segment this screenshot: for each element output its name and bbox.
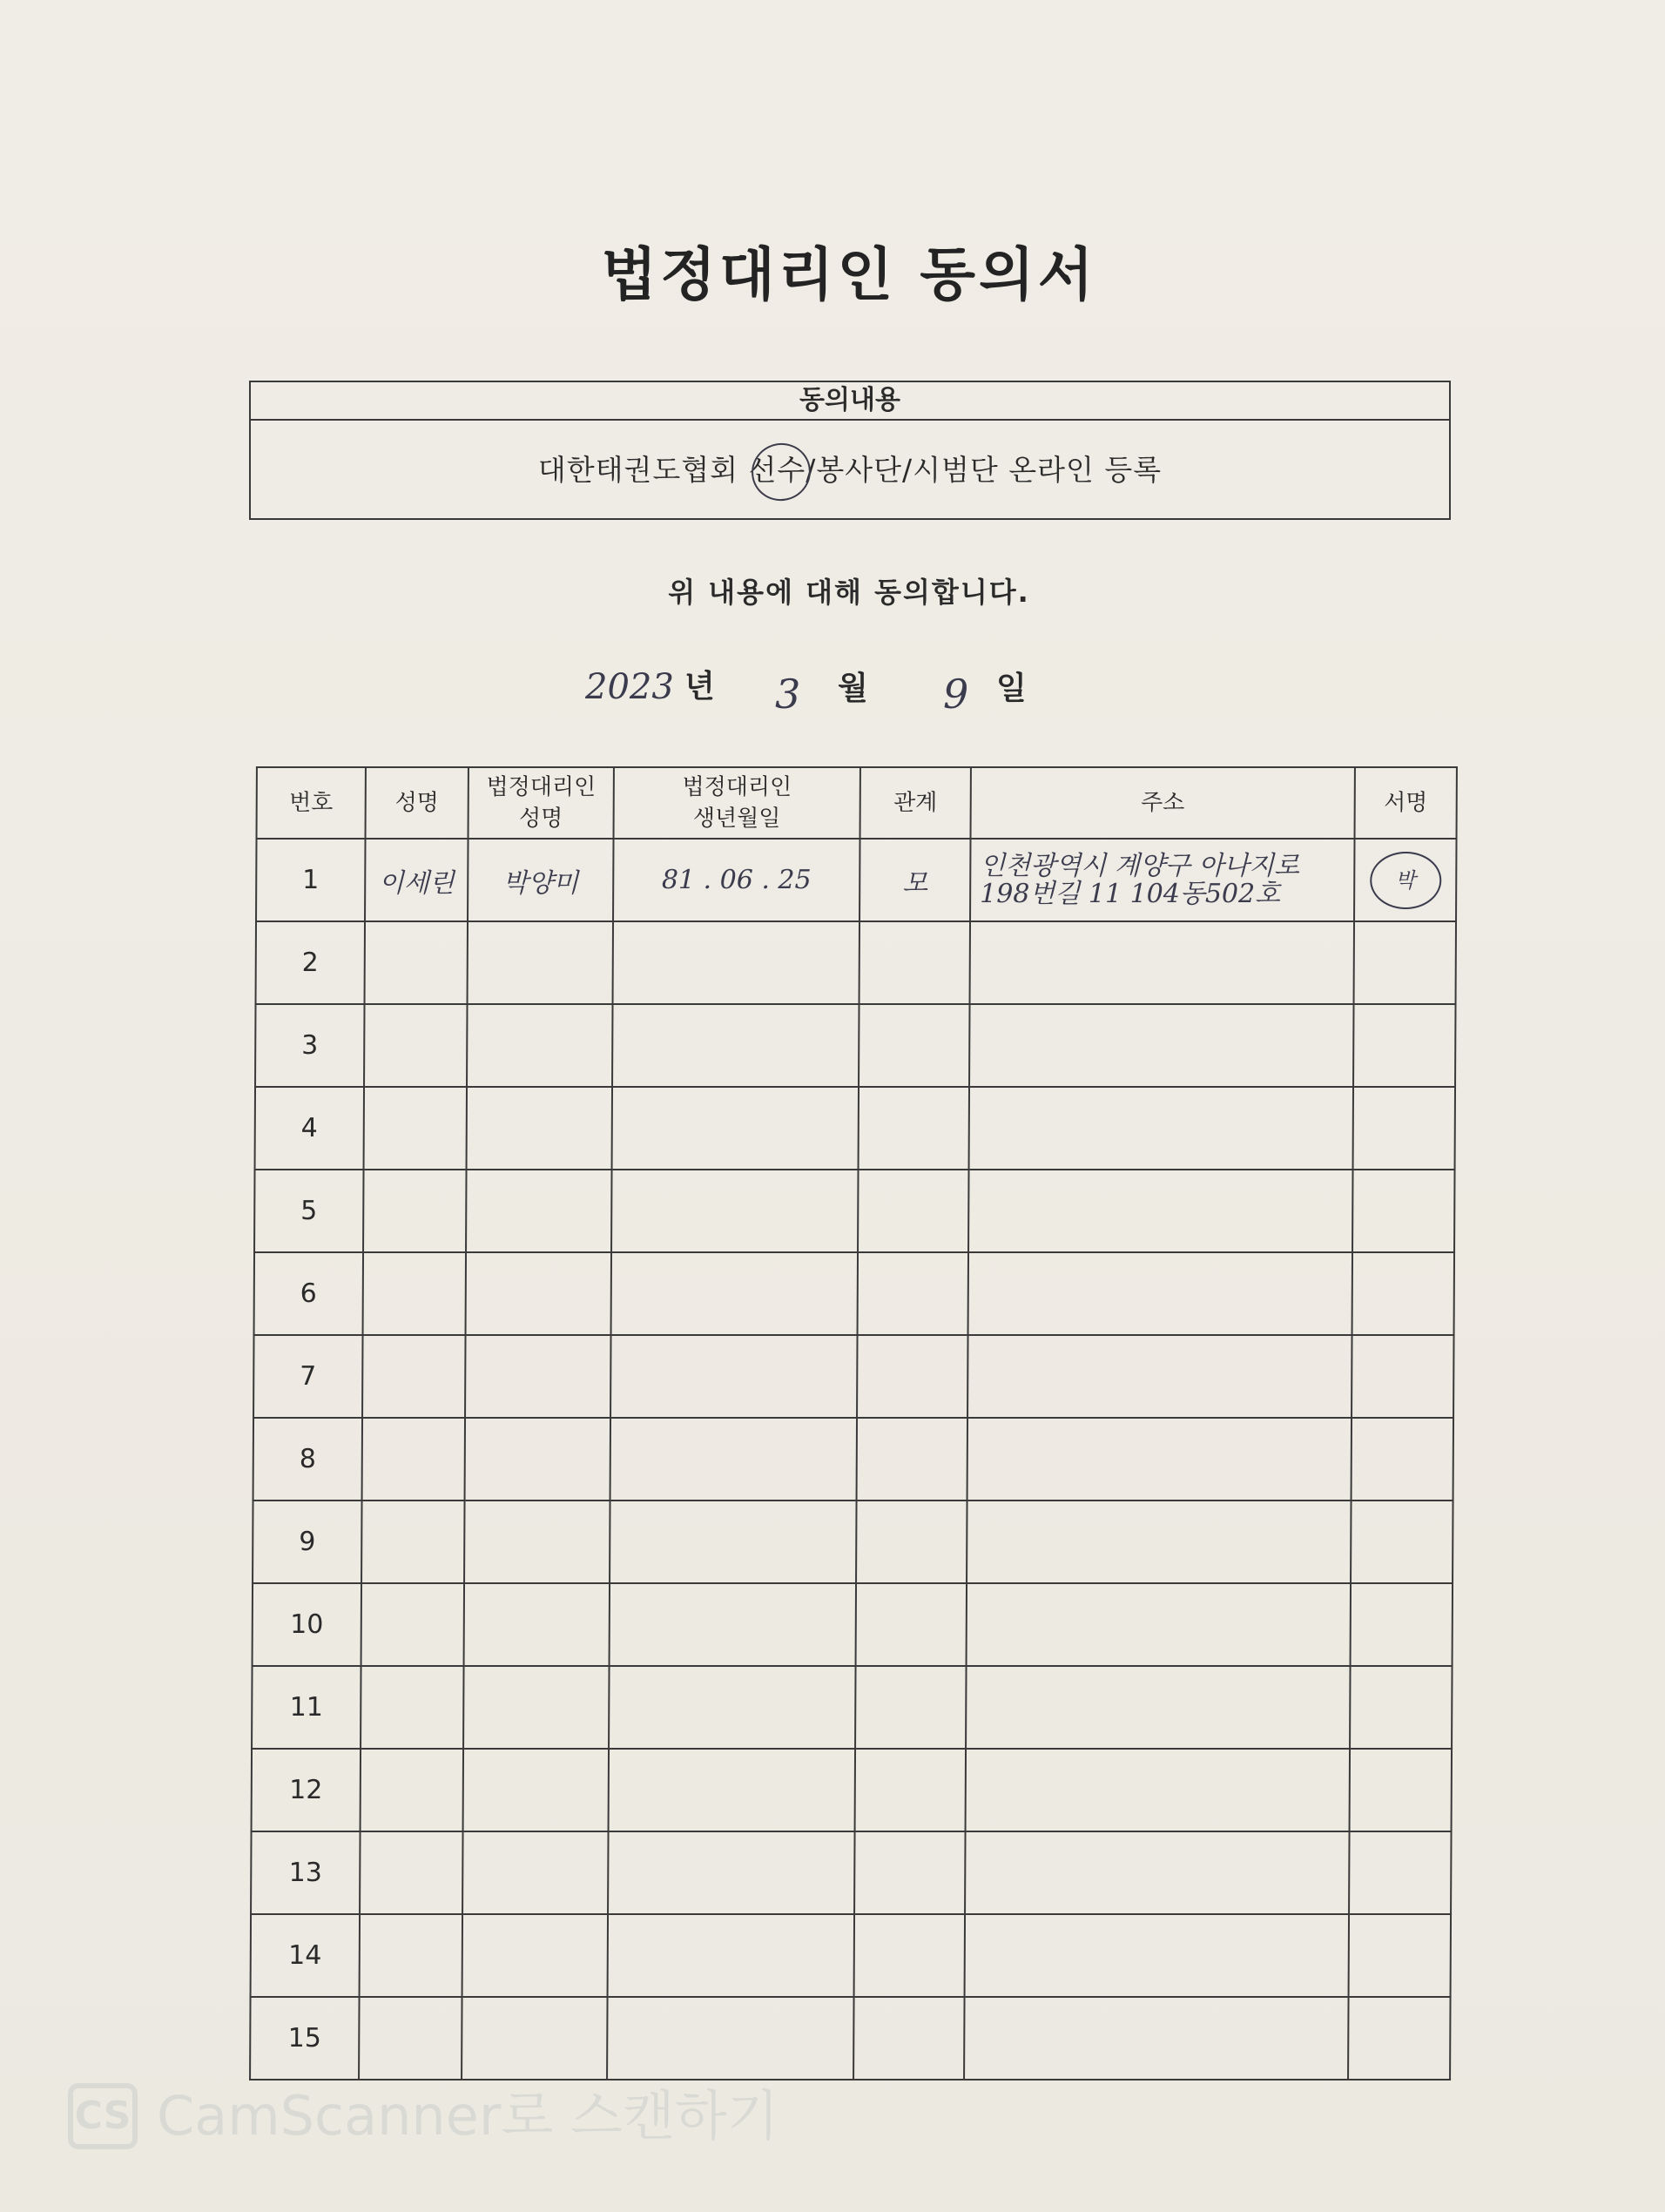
cell-relation (859, 1087, 969, 1170)
header-guardian-name-line1: 법정대리인 (486, 774, 597, 800)
cell-no: 11 (252, 1666, 361, 1749)
cell-address-line1: 인천광역시 계양구 아나지로 (980, 850, 1300, 881)
cell-guardian-name (464, 1501, 610, 1583)
cell-guardian-birth (611, 1170, 858, 1252)
date-row (0, 662, 1665, 732)
cell-signature (1352, 1252, 1454, 1335)
cell-guardian-name (463, 1666, 609, 1749)
cell-signature (1351, 1501, 1453, 1583)
cell-relation (857, 1335, 967, 1418)
cell-relation (858, 1252, 968, 1335)
table-row (253, 1335, 1453, 1418)
cell-address (969, 1087, 1353, 1170)
table-row (251, 1831, 1451, 1914)
cell-guardian-name (462, 1831, 608, 1914)
table-row (255, 1004, 1455, 1087)
cell-guardian-birth (612, 1004, 859, 1087)
cell-address (968, 1252, 1352, 1335)
cell-no: 4 (255, 1087, 364, 1170)
table-row (253, 1418, 1453, 1501)
cell-address (970, 839, 1354, 921)
table-row (254, 1170, 1454, 1252)
cell-guardian-birth (610, 1418, 857, 1501)
cell-guardian-birth: 81 . 06 . 25 (613, 839, 859, 921)
cell-no: 8 (253, 1418, 362, 1501)
cell-guardian-name: 박양미 (468, 839, 613, 921)
consent-header: 동의내용 (251, 382, 1449, 421)
cell-name (362, 1335, 465, 1418)
cell-relation: 모 (859, 839, 970, 921)
header-guardian-name (468, 767, 614, 839)
table-body (250, 839, 1456, 2080)
cell-guardian-birth (613, 921, 859, 1004)
cell-guardian-name (465, 1418, 610, 1501)
cell-address (968, 1170, 1352, 1252)
header-no: 번호 (257, 767, 366, 839)
cell-address (967, 1501, 1351, 1583)
date-year: 2023 (585, 667, 674, 707)
cell-signature (1353, 1087, 1455, 1170)
date-day-label: 일 (996, 671, 1027, 706)
cell-address (965, 1831, 1349, 1914)
cell-address (967, 1418, 1352, 1501)
cell-no: 15 (250, 1997, 359, 2080)
cell-guardian-birth (611, 1252, 858, 1335)
cell-no: 14 (251, 1914, 360, 1997)
cell-name (361, 1749, 463, 1831)
cell-guardian-birth (608, 1831, 854, 1914)
table-row (255, 1087, 1455, 1170)
cell-guardian-birth (609, 1749, 855, 1831)
cell-guardian-birth (607, 1997, 853, 2080)
cell-no: 12 (252, 1749, 361, 1831)
date-month-label: 월 (838, 671, 868, 706)
cell-relation (854, 1831, 965, 1914)
header-name: 성명 (366, 767, 468, 839)
cell-relation (855, 1749, 966, 1831)
cell-guardian-name (466, 1170, 611, 1252)
cell-no: 7 (253, 1335, 362, 1418)
cell-guardian-name (462, 1997, 607, 2080)
cell-guardian-name (466, 1252, 611, 1335)
cell-relation (854, 1914, 965, 1997)
cell-no: 3 (255, 1004, 364, 1087)
camscanner-watermark (68, 2081, 779, 2151)
cell-signature (1352, 1170, 1454, 1252)
cell-relation (855, 1666, 966, 1749)
cell-address-line2: 198번길 11 104동502호 (980, 878, 1281, 909)
cell-name (365, 921, 468, 1004)
consent-content (251, 421, 1449, 520)
cell-guardian-birth (610, 1501, 856, 1583)
selection-circle-mark (744, 435, 818, 509)
cell-relation (858, 1170, 968, 1252)
cell-guardian-name (465, 1335, 610, 1418)
table-row (250, 1997, 1450, 2080)
cell-name (361, 1501, 464, 1583)
cell-signature (1348, 1997, 1450, 2080)
table-row (251, 1914, 1451, 1997)
header-signature: 서명 (1355, 767, 1457, 839)
cell-address (970, 921, 1354, 1004)
table-row (254, 1252, 1454, 1335)
cell-guardian-birth (610, 1583, 856, 1666)
cell-address (967, 1583, 1351, 1666)
cell-relation (853, 1997, 964, 2080)
consent-box (249, 381, 1451, 520)
cell-name (359, 1997, 462, 2080)
cell-no: 1 (256, 839, 365, 921)
cell-guardian-name (462, 1914, 608, 1997)
cell-guardian-name (464, 1583, 610, 1666)
cell-relation (857, 1418, 967, 1501)
cell-no: 13 (251, 1831, 360, 1914)
table-row (253, 1583, 1453, 1666)
cell-signature (1352, 1418, 1453, 1501)
cell-signature (1350, 1666, 1452, 1749)
table-row (256, 839, 1456, 921)
cell-name (364, 1004, 467, 1087)
cell-address (966, 1749, 1350, 1831)
document-title: 법정대리인 동의서 (601, 241, 1097, 308)
table-row (256, 921, 1456, 1004)
signature-mark: 박 (1370, 852, 1441, 909)
cell-address (964, 1997, 1348, 2080)
cell-relation (859, 1004, 969, 1087)
header-guardian-birth (614, 767, 860, 839)
header-guardian-name-line2: 성명 (518, 806, 563, 832)
cell-guardian-name (468, 921, 613, 1004)
cell-name (360, 1831, 462, 1914)
cell-name (360, 1914, 462, 1997)
cell-guardian-birth (609, 1666, 855, 1749)
table-row (252, 1666, 1452, 1749)
header-guardian-birth-line1: 법정대리인 (682, 774, 792, 800)
table-row (252, 1749, 1452, 1831)
cell-relation (859, 921, 970, 1004)
cell-guardian-birth (608, 1914, 854, 1997)
date-year-label: 년 (684, 669, 715, 705)
cell-no: 2 (256, 921, 365, 1004)
cell-no: 10 (253, 1583, 361, 1666)
cell-name (364, 1087, 467, 1170)
header-guardian-birth-line2: 생년월일 (692, 806, 781, 832)
cell-guardian-name (467, 1004, 612, 1087)
cell-address (966, 1666, 1350, 1749)
cell-name (363, 1170, 466, 1252)
cell-relation (856, 1501, 967, 1583)
cell-no: 5 (254, 1170, 363, 1252)
table-row (253, 1501, 1453, 1583)
cell-signature (1352, 1335, 1453, 1418)
cell-no: 6 (254, 1252, 363, 1335)
cell-signature (1353, 1004, 1455, 1087)
cell-signature (1351, 1583, 1453, 1666)
cell-guardian-birth (610, 1335, 857, 1418)
cell-address (967, 1335, 1352, 1418)
watermark-text: CamScanner로 스캔하기 (157, 2084, 779, 2148)
cell-guardian-birth (612, 1087, 859, 1170)
cell-signature (1350, 1749, 1452, 1831)
header-address: 주소 (971, 767, 1355, 839)
agree-statement: 위 내용에 대해 동의합니다. (668, 576, 1030, 609)
date-month: 3 (775, 671, 801, 718)
cell-address (965, 1914, 1349, 1997)
cell-name (361, 1583, 464, 1666)
cell-signature (1354, 839, 1456, 921)
cell-signature (1354, 921, 1456, 1004)
cell-address (969, 1004, 1353, 1087)
cell-no: 9 (253, 1501, 361, 1583)
guardian-table (249, 766, 1458, 2080)
cell-guardian-name (467, 1087, 612, 1170)
header-relation: 관계 (860, 767, 971, 839)
cell-name (362, 1418, 465, 1501)
cell-name: 이세린 (365, 839, 468, 921)
camscanner-logo-icon: CS (68, 2083, 138, 2149)
cell-relation (856, 1583, 967, 1666)
cell-name (361, 1666, 463, 1749)
date-day: 9 (943, 671, 969, 718)
cell-signature (1349, 1831, 1451, 1914)
table-header-row (257, 767, 1457, 839)
cell-name (363, 1252, 466, 1335)
cell-guardian-name (463, 1749, 609, 1831)
consent-text: 대한태권도협회 선수/봉사단/시범단 온라인 등록 (537, 453, 1163, 487)
cell-signature (1349, 1914, 1451, 1997)
